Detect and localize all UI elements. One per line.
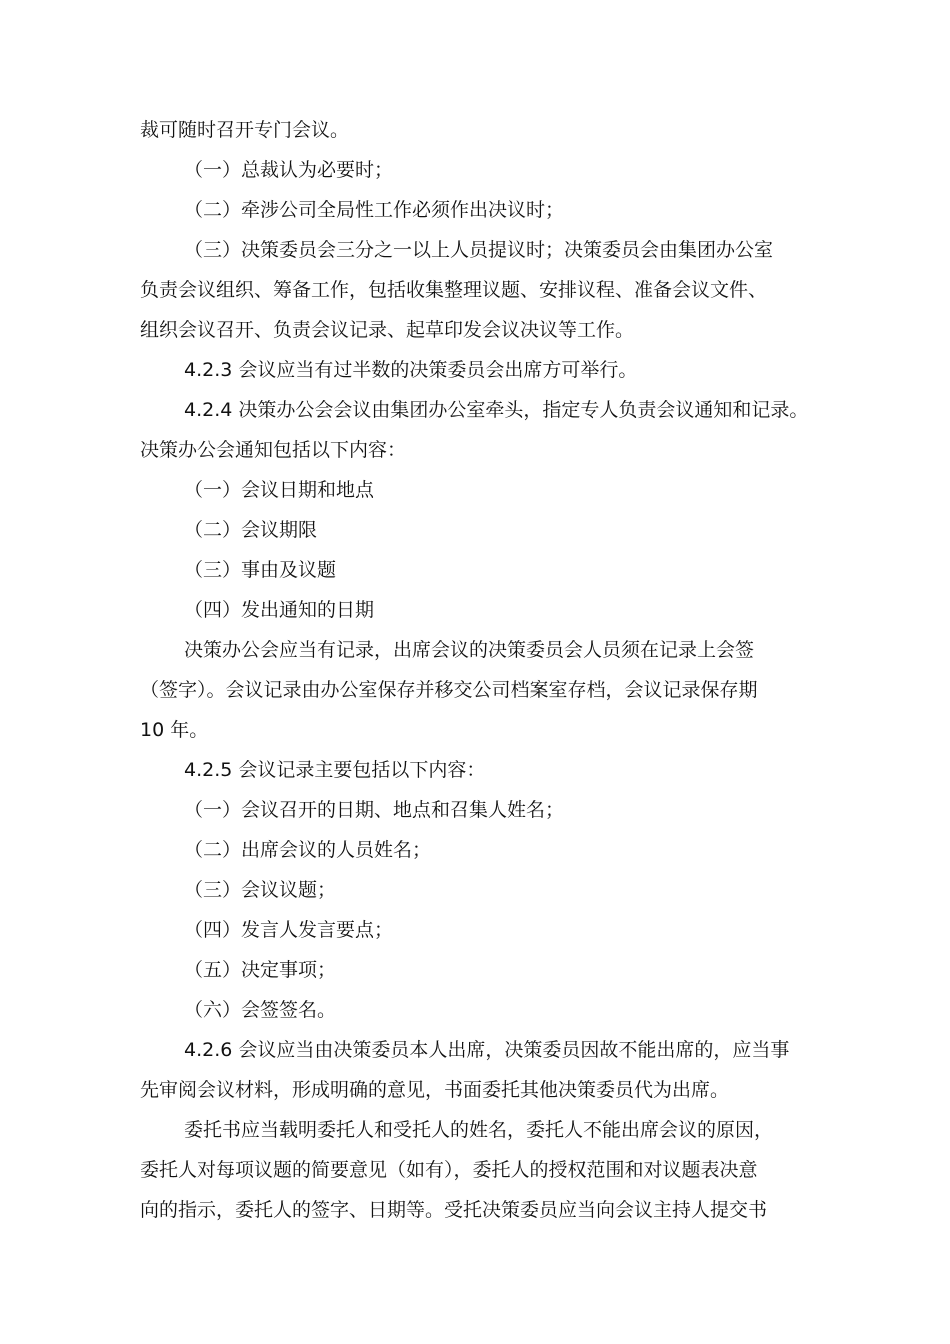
text-line: 决策办公会通知包括以下内容： xyxy=(140,439,407,461)
text-line: （一）会议日期和地点 xyxy=(184,479,375,501)
text-line: （三）事由及议题 xyxy=(184,559,337,581)
text-line: （三）会议议题； xyxy=(184,879,337,901)
text-line: （四）发出通知的日期 xyxy=(184,599,375,621)
text-line: 委托书应当载明委托人和受托人的姓名，委托人不能出席会议的原因， xyxy=(184,1119,774,1141)
text-line: 4.2.3 会议应当有过半数的决策委员会出席方可举行。 xyxy=(184,359,638,381)
text-line: 10 年。 xyxy=(140,719,209,741)
text-line: 4.2.4 决策办公会会议由集团办公室牵头，指定专人负责会议通知和记录。 xyxy=(184,399,809,421)
text-line: （四）发言人发言要点； xyxy=(184,919,394,941)
text-line: （三）决策委员会三分之一以上人员提议时；决策委员会由集团办公室 xyxy=(184,239,774,261)
text-line: 委托人对每项议题的简要意见（如有），委托人的授权范围和对议题表决意 xyxy=(140,1159,758,1181)
text-line: （一）会议召开的日期、地点和召集人姓名； xyxy=(184,799,565,821)
text-line: 4.2.5 会议记录主要包括以下内容： xyxy=(184,759,486,781)
text-line: 向的指示，委托人的签字、日期等。受托决策委员应当向会议主持人提交书 xyxy=(140,1199,768,1221)
text-line: （二）出席会议的人员姓名； xyxy=(184,839,432,861)
text-line: （签字）。会议记录由办公室保存并移交公司档案室存档，会议记录保存期 xyxy=(140,679,758,701)
text-line: 负责会议组织、筹备工作，包括收集整理议题、安排议程、准备会议文件、 xyxy=(140,279,768,301)
text-line: （一）总裁认为必要时； xyxy=(184,159,394,181)
text-line: （五）决定事项； xyxy=(184,959,337,981)
text-line: 裁可随时召开专门会议。 xyxy=(140,119,350,141)
text-line: 先审阅会议材料，形成明确的意见，书面委托其他决策委员代为出席。 xyxy=(140,1079,730,1101)
text-line: 4.2.6 会议应当由决策委员本人出席，决策委员因故不能出席的，应当事 xyxy=(184,1039,790,1061)
document-body xyxy=(140,110,830,1230)
text-line: （六）会签签名。 xyxy=(184,999,337,1021)
text-line: 组织会议召开、负责会议记录、起草印发会议决议等工作。 xyxy=(140,319,635,341)
text-line: 决策办公会应当有记录，出席会议的决策委员会人员须在记录上会签 xyxy=(184,639,755,661)
text-line: （二）会议期限 xyxy=(184,519,318,541)
text-line: （二）牵涉公司全局性工作必须作出决议时； xyxy=(184,199,565,221)
